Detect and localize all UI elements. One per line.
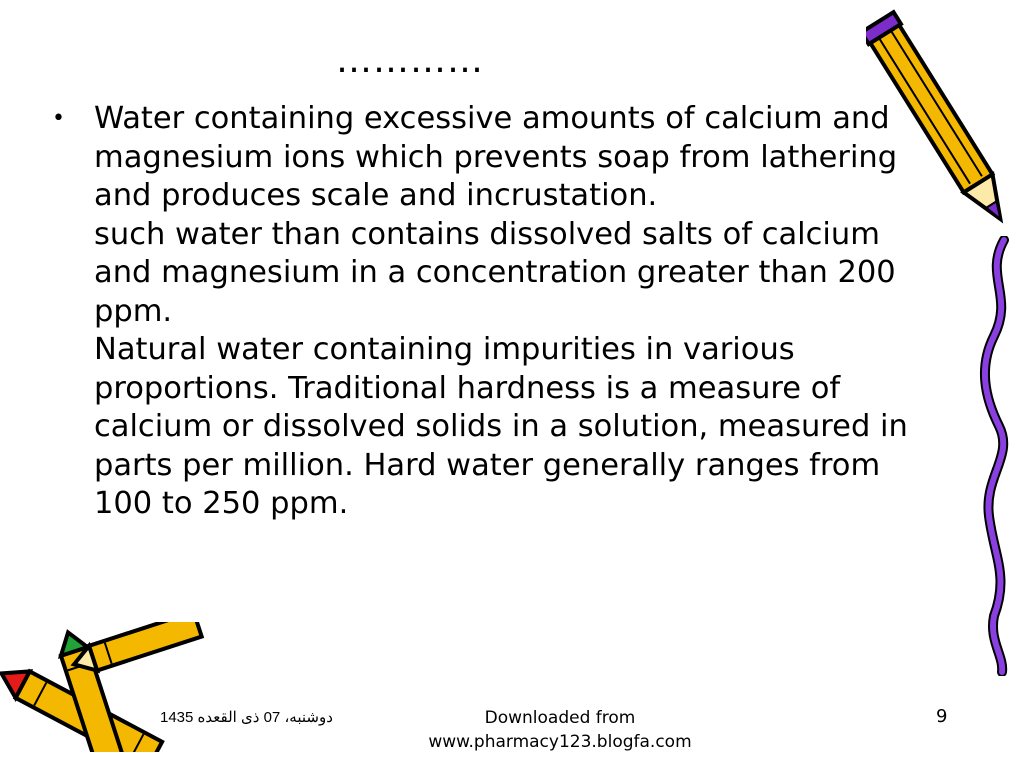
slide-title: ………… [336, 40, 484, 81]
paragraph-definition: Water containing excessive amounts of calcium and magnesium ions which prevents soap from lathering and produces scale and incrustation. [94, 101, 898, 213]
bullet-marker: • [52, 106, 65, 131]
footer-source [380, 706, 740, 754]
footer-source-line2: www.pharmacy123.blogfa.com [428, 732, 692, 752]
squiggle-line [974, 236, 1024, 676]
paragraph-concentration: such water than contains dissolved salts of calcium and magnesium in a concentration greater than 200 ppm. [94, 216, 896, 329]
pencil-icon [866, 4, 1016, 244]
bullet-text [94, 100, 924, 524]
page-number: 9 [936, 706, 948, 727]
crayon-icon [0, 622, 210, 752]
footer-date: دوشنبه، 07 ذی القعده 1435 [160, 709, 333, 726]
footer-source-line1: Downloaded from [484, 708, 636, 728]
paragraph-natural-water: Natural water containing impurities in various proportions. Traditional hardness is a measure of calcium or dissolved solids in a solution, measured in parts per million. Hard water generally ranges from 100 to 250 ppm. [94, 332, 908, 521]
